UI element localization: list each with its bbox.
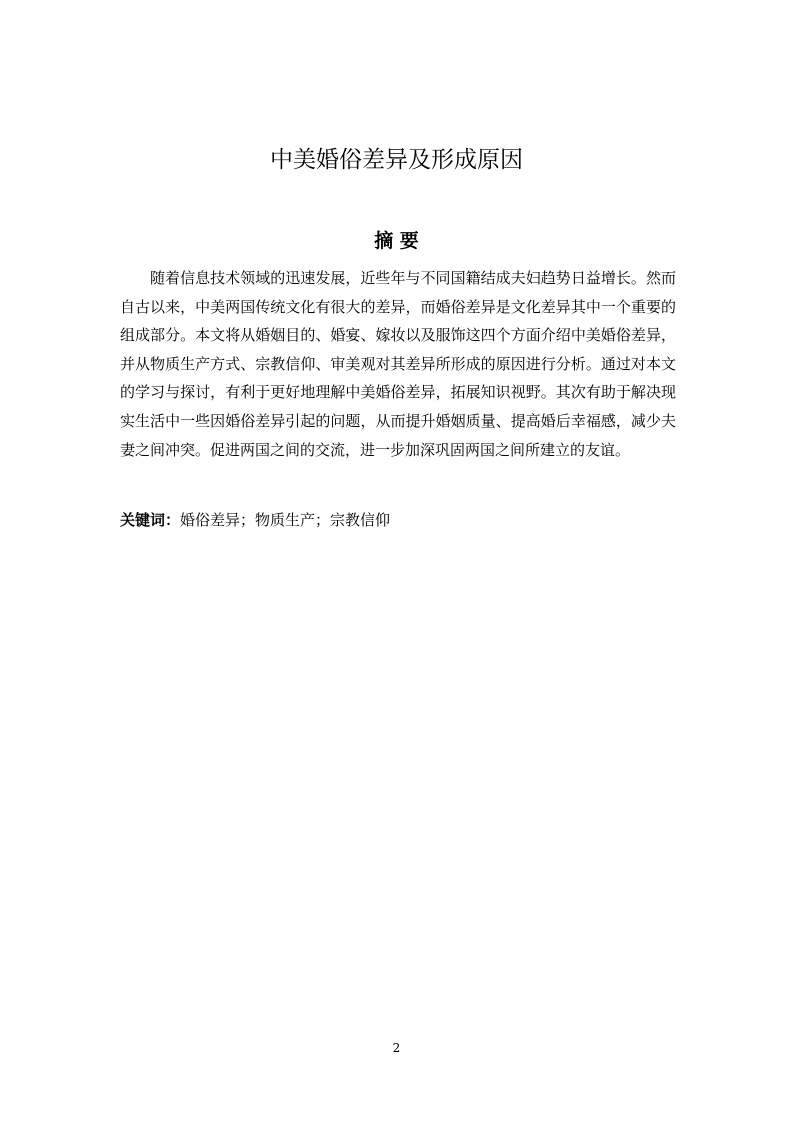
page-number: 2 — [392, 1041, 401, 1055]
document-title: 中美婚俗差异及形成原因 — [270, 147, 523, 173]
abstract-body: 随着信息技术领域的迅速发展，近些年与不同国籍结成夫妇趋势日益增长。然而自古以来，中美两国传统文化有很大的差异，而婚俗差异是文化差异其中一个重要的组成部分。本文将从婚姻目的、婚宴、嫁妆以及服饰这四个方面介绍中美婚俗差异，并从物质生产方式、宗教信仰、审美观对其差异所形成的原因进行分析。通过对本文的学习与探讨，有利于更好地理解中美婚俗差异，拓展知识视野。其次有助于解决现实生活中一些因婚俗差异引起的问题，从而提升婚姻质量、提高婚后幸福感，减少夫妻之间冲突。促进两国之间的交流，进一步加深巩固两国之间所建立的友谊。 — [120, 269, 676, 459]
keywords-line — [120, 507, 676, 533]
keywords-text: 婚俗差异；物质生产；宗教信仰 — [180, 511, 391, 529]
keywords-label: 关键词： — [120, 511, 181, 529]
abstract-heading: 摘 要 — [374, 230, 419, 252]
